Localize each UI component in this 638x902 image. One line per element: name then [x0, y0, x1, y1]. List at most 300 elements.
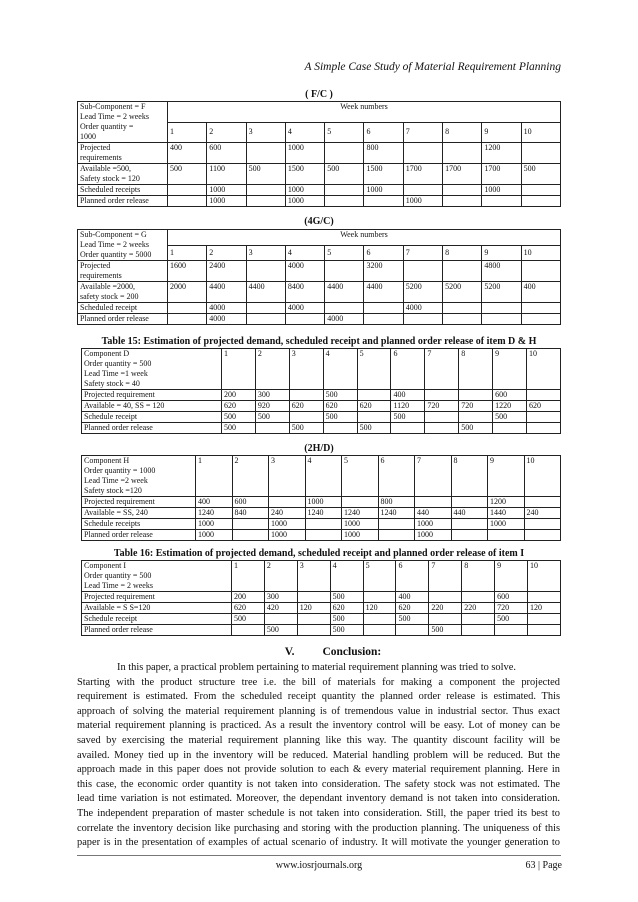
row-label: Planned order release — [78, 314, 168, 325]
week-number: 7 — [403, 122, 442, 143]
table-cell: 1700 — [443, 164, 482, 185]
week-number: 2 — [255, 349, 289, 390]
table-cell — [246, 261, 285, 282]
table-cell: 1000 — [207, 185, 246, 196]
table-cell: 500 — [222, 423, 256, 434]
table-cell: 800 — [364, 143, 403, 164]
table-cell — [364, 303, 403, 314]
table-header-row — [82, 456, 561, 497]
table-cell: 600 — [495, 592, 528, 603]
table-cell: 620 — [323, 401, 357, 412]
table-cell — [403, 261, 442, 282]
week-number: 7 — [429, 561, 462, 592]
week-number: 7 — [425, 349, 459, 390]
table-row — [78, 314, 561, 325]
table-cell — [403, 185, 442, 196]
table-d — [81, 348, 561, 434]
paragraph-line: material requirement planning is practiced. As a result the inventory control will be easy. Lot of money can be — [77, 720, 560, 732]
table-cell — [429, 614, 462, 625]
table-cell: 500 — [495, 614, 528, 625]
table-cell: 500 — [323, 390, 357, 401]
table-cell: 1000 — [415, 530, 452, 541]
table-header-cell: Component D Order quantity = 500 Lead Time =1 week Safety stock = 40 — [82, 349, 222, 390]
table-cell — [482, 303, 521, 314]
week-numbers-label: Week numbers — [168, 102, 561, 123]
table-h-heading: (2H/D) — [304, 443, 334, 454]
table-cell: 5200 — [403, 282, 442, 303]
week-number: 6 — [396, 561, 429, 592]
table-cell — [269, 497, 306, 508]
week-number: 2 — [232, 456, 269, 497]
table-cell — [323, 423, 357, 434]
table-cell — [264, 614, 297, 625]
table-cell: 1240 — [342, 508, 379, 519]
paragraph-line: requirement is estimated. From the scheduled receipt quantity the planned order release is estimated. This — [77, 691, 560, 703]
week-number: 6 — [364, 245, 403, 261]
row-label: Schedule receipt — [82, 614, 232, 625]
table-cell: 600 — [207, 143, 246, 164]
table-cell: 620 — [357, 401, 391, 412]
table-cell: 620 — [330, 603, 363, 614]
table-cell: 1200 — [482, 143, 521, 164]
table-cell — [325, 196, 364, 207]
table-row — [78, 143, 561, 164]
table-cell: 1000 — [196, 519, 233, 530]
table-header-cell: Sub-Component = G Lead Time = 2 weeks Order quantity = 5000 — [78, 230, 168, 261]
table-cell: 620 — [527, 401, 561, 412]
section-title — [0, 646, 638, 658]
table-row — [82, 401, 561, 412]
table-cell: 4400 — [325, 282, 364, 303]
table-cell — [482, 314, 521, 325]
table-cell — [462, 592, 495, 603]
table-row — [82, 603, 561, 614]
week-number: 4 — [323, 349, 357, 390]
table-cell: 1000 — [342, 530, 379, 541]
table-cell: 500 — [357, 423, 391, 434]
table-cell — [364, 196, 403, 207]
table-cell — [425, 412, 459, 423]
table-cell: 620 — [289, 401, 323, 412]
week-number: 7 — [403, 245, 442, 261]
table-cell: 1700 — [482, 164, 521, 185]
week-number: 5 — [342, 456, 379, 497]
week-numbers-label: Week numbers — [168, 230, 561, 246]
table-row — [82, 625, 561, 636]
week-number: 4 — [285, 245, 324, 261]
table-cell — [325, 303, 364, 314]
table-cell: 400 — [391, 390, 425, 401]
row-label: Planned order release — [82, 625, 232, 636]
row-label: Scheduled receipt — [78, 303, 168, 314]
table-header-cell: Sub-Component = F Lead Time = 2 weeks Order quantity = 1000 — [78, 102, 168, 143]
week-number: 7 — [415, 456, 452, 497]
table-cell — [425, 423, 459, 434]
table-cell: 400 — [168, 143, 207, 164]
row-label: Available =500, Safety stock = 120 — [78, 164, 168, 185]
section-number: V. — [284, 646, 295, 658]
table-cell: 720 — [425, 401, 459, 412]
table-cell: 500 — [396, 614, 429, 625]
week-number: 2 — [207, 122, 246, 143]
table-header-row — [82, 561, 561, 592]
week-number: 5 — [357, 349, 391, 390]
row-label: Scheduled receipts — [78, 185, 168, 196]
week-number: 3 — [246, 122, 285, 143]
table-cell: 500 — [330, 592, 363, 603]
week-number: 3 — [246, 245, 285, 261]
week-number: 3 — [269, 456, 306, 497]
table-header-row — [78, 102, 561, 123]
table-header-row — [82, 349, 561, 390]
table-cell: 400 — [196, 497, 233, 508]
week-number: 1 — [232, 561, 265, 592]
table-cell: 5200 — [443, 282, 482, 303]
table-cell — [364, 314, 403, 325]
table-header-cell: Component H Order quantity = 1000 Lead Time =2 week Safety stock =120 — [82, 456, 196, 497]
table-cell: 920 — [255, 401, 289, 412]
footer-url: www.iosrjournals.org — [275, 860, 363, 871]
row-label: Planned order release — [82, 530, 196, 541]
table-cell: 2400 — [207, 261, 246, 282]
table-16-heading: Table 16: Estimation of projected demand, scheduled receipt and planned order release of item I — [113, 548, 525, 559]
table-cell — [429, 592, 462, 603]
row-label: Projected requirement — [82, 390, 222, 401]
table-row — [82, 530, 561, 541]
table-cell: 4000 — [207, 314, 246, 325]
table-cell: 1000 — [364, 185, 403, 196]
table-cell — [342, 497, 379, 508]
table-cell — [425, 390, 459, 401]
table-cell: 400 — [396, 592, 429, 603]
table-cell: 4800 — [482, 261, 521, 282]
table-cell — [521, 314, 560, 325]
table-cell: 620 — [232, 603, 265, 614]
table-cell: 500 — [246, 164, 285, 185]
table-cell: 600 — [493, 390, 527, 401]
row-label: Available = 40, SS = 120 — [82, 401, 222, 412]
table-cell — [285, 314, 324, 325]
week-number: 4 — [330, 561, 363, 592]
table-cell: 500 — [330, 614, 363, 625]
table-cell: 1000 — [305, 497, 342, 508]
table-cell: 1240 — [305, 508, 342, 519]
table-cell: 1000 — [415, 519, 452, 530]
table-cell — [443, 261, 482, 282]
week-number: 1 — [168, 122, 207, 143]
table-cell — [246, 143, 285, 164]
table-cell: 840 — [232, 508, 269, 519]
table-cell — [528, 625, 561, 636]
table-row — [82, 508, 561, 519]
table-cell: 500 — [521, 164, 560, 185]
table-cell: 500 — [325, 164, 364, 185]
table-cell — [524, 497, 561, 508]
week-number: 1 — [222, 349, 256, 390]
table-cell: 220 — [462, 603, 495, 614]
table-cell: 120 — [528, 603, 561, 614]
table-cell: 4000 — [403, 303, 442, 314]
table-cell: 1000 — [285, 143, 324, 164]
table-cell: 300 — [255, 390, 289, 401]
table-cell — [462, 625, 495, 636]
row-label: Projected requirement — [82, 592, 232, 603]
table-cell: 620 — [396, 603, 429, 614]
table-cell: 800 — [378, 497, 415, 508]
table-cell: 4000 — [285, 261, 324, 282]
table-row — [82, 412, 561, 423]
table-cell — [443, 196, 482, 207]
table-cell — [232, 530, 269, 541]
row-label: Available =2000, safety stock = 200 — [78, 282, 168, 303]
table-cell — [495, 625, 528, 636]
table-cell: 720 — [495, 603, 528, 614]
row-label: Projected requirements — [78, 261, 168, 282]
table-cell — [459, 390, 493, 401]
table-cell — [297, 614, 330, 625]
table-cell — [325, 261, 364, 282]
table-cell — [396, 625, 429, 636]
table-cell: 1000 — [488, 519, 525, 530]
footer-page-number: 63 | Page — [525, 860, 562, 871]
table-cell — [357, 390, 391, 401]
table-cell: 440 — [415, 508, 452, 519]
table-h — [81, 455, 561, 541]
week-number: 2 — [207, 245, 246, 261]
table-cell: 4400 — [364, 282, 403, 303]
paragraph-line: approach of solving the material requirement planning is of tremendous value in industrial sector. Thus exact — [77, 705, 560, 717]
week-number: 9 — [488, 456, 525, 497]
table-fc-heading: ( F/C ) — [305, 89, 333, 100]
table-cell: 1220 — [493, 401, 527, 412]
table-cell: 1000 — [207, 196, 246, 207]
conclusion-paragraph — [77, 661, 560, 851]
table-cell: 1200 — [488, 497, 525, 508]
table-cell: 1500 — [285, 164, 324, 185]
table-row — [78, 196, 561, 207]
table-cell — [403, 314, 442, 325]
table-cell: 500 — [391, 412, 425, 423]
week-number: 5 — [325, 122, 364, 143]
table-cell: 400 — [521, 282, 560, 303]
table-cell — [451, 519, 488, 530]
table-cell — [443, 303, 482, 314]
table-cell — [527, 412, 561, 423]
table-cell: 1240 — [196, 508, 233, 519]
table-row — [78, 164, 561, 185]
table-row — [78, 303, 561, 314]
table-cell: 600 — [232, 497, 269, 508]
paragraph-line: The independent preparation of master schedule is not taken into consideration. Still, the paper tried its best to — [77, 807, 560, 819]
week-number: 6 — [378, 456, 415, 497]
paragraph-line: this case, the economic order quantity is not taken into consideration. The safety stock was not estimated. The — [77, 778, 560, 790]
table-cell — [524, 530, 561, 541]
table-cell: 240 — [524, 508, 561, 519]
table-cell: 500 — [168, 164, 207, 185]
table-cell — [521, 196, 560, 207]
table-cell: 200 — [222, 390, 256, 401]
week-number: 10 — [527, 349, 561, 390]
row-label: Schedule receipts — [82, 519, 196, 530]
table-cell: 1000 — [285, 185, 324, 196]
table-row — [82, 423, 561, 434]
table-cell: 1440 — [488, 508, 525, 519]
table-cell: 1000 — [482, 185, 521, 196]
paragraph-line: saved by exercising the material requirement planning like this way. The quantity discount facility will be — [77, 734, 560, 746]
table-row — [78, 185, 561, 196]
table-cell: 500 — [289, 423, 323, 434]
table-g-heading: (4G/C) — [304, 216, 334, 227]
table-cell: 500 — [330, 625, 363, 636]
table-header-row — [78, 230, 561, 246]
week-number: 9 — [495, 561, 528, 592]
table-cell — [528, 592, 561, 603]
table-cell — [521, 303, 560, 314]
paragraph-line: paper is in the presentation of examples of actual scenario of industry. It will motivate the younger generation to — [77, 837, 560, 849]
week-number: 10 — [524, 456, 561, 497]
week-number: 8 — [451, 456, 488, 497]
week-number: 5 — [363, 561, 396, 592]
table-cell — [357, 412, 391, 423]
table-row — [82, 519, 561, 530]
table-cell: 1240 — [378, 508, 415, 519]
row-label: Projected requirements — [78, 143, 168, 164]
section-heading: Conclusion: — [322, 646, 382, 658]
table-cell: 500 — [232, 614, 265, 625]
table-cell: 1700 — [403, 164, 442, 185]
table-cell — [443, 314, 482, 325]
table-cell — [482, 196, 521, 207]
table-cell — [289, 412, 323, 423]
table-cell: 1000 — [269, 519, 306, 530]
table-cell: 120 — [297, 603, 330, 614]
table-cell — [297, 625, 330, 636]
table-cell — [391, 423, 425, 434]
table-cell: 420 — [264, 603, 297, 614]
table-cell — [325, 185, 364, 196]
week-number: 1 — [196, 456, 233, 497]
table-cell: 1000 — [196, 530, 233, 541]
table-cell: 220 — [429, 603, 462, 614]
row-label: Available = S S=120 — [82, 603, 232, 614]
footer-rule — [77, 855, 561, 856]
table-cell — [289, 390, 323, 401]
table-cell: 500 — [459, 423, 493, 434]
table-cell: 1500 — [364, 164, 403, 185]
week-number: 8 — [459, 349, 493, 390]
table-cell: 1100 — [207, 164, 246, 185]
week-number: 10 — [521, 122, 560, 143]
table-cell: 4400 — [246, 282, 285, 303]
table-cell — [528, 614, 561, 625]
table-cell — [493, 423, 527, 434]
table-cell — [521, 143, 560, 164]
table-cell — [363, 592, 396, 603]
table-cell — [305, 530, 342, 541]
table-row — [82, 497, 561, 508]
table-cell: 200 — [232, 592, 265, 603]
table-cell: 1000 — [403, 196, 442, 207]
paragraph-line: In this paper, a practical problem pertaining to material requirement planning was tried to solve. — [117, 662, 516, 673]
table-cell: 440 — [451, 508, 488, 519]
week-number: 4 — [285, 122, 324, 143]
table-cell — [403, 143, 442, 164]
table-cell: 3200 — [364, 261, 403, 282]
table-15-heading: Table 15: Estimation of projected demand, scheduled receipt and planned order release of item D & H — [101, 336, 537, 347]
table-cell: 300 — [264, 592, 297, 603]
table-cell: 500 — [255, 412, 289, 423]
week-number: 5 — [325, 245, 364, 261]
week-number: 8 — [443, 122, 482, 143]
row-label: Projected requirement — [82, 497, 196, 508]
table-cell — [462, 614, 495, 625]
week-number: 6 — [391, 349, 425, 390]
table-cell: 2000 — [168, 282, 207, 303]
week-number: 6 — [364, 122, 403, 143]
table-cell — [168, 196, 207, 207]
table-fc — [77, 101, 561, 207]
week-number: 9 — [493, 349, 527, 390]
paragraph-line: availed. Money tied up in the inventory will be reduced. Material handling problem will be reduced. But the — [77, 749, 560, 761]
week-number: 8 — [462, 561, 495, 592]
table-cell — [363, 625, 396, 636]
table-cell — [232, 519, 269, 530]
table-cell: 240 — [269, 508, 306, 519]
table-cell: 4400 — [207, 282, 246, 303]
table-row — [82, 592, 561, 603]
table-i — [81, 560, 561, 636]
table-row — [82, 614, 561, 625]
table-cell — [246, 314, 285, 325]
table-cell — [451, 497, 488, 508]
table-cell: 4000 — [325, 314, 364, 325]
table-cell: 720 — [459, 401, 493, 412]
table-cell: 1000 — [269, 530, 306, 541]
paragraph-line: Starting with the product structure tree i.e. the bill of materials for making a component the projected — [77, 676, 560, 688]
week-number: 9 — [482, 245, 521, 261]
table-cell: 8400 — [285, 282, 324, 303]
table-row — [78, 261, 561, 282]
table-cell — [521, 185, 560, 196]
table-cell: 1000 — [285, 196, 324, 207]
table-cell — [378, 530, 415, 541]
table-cell — [378, 519, 415, 530]
table-cell: 620 — [222, 401, 256, 412]
table-row — [78, 282, 561, 303]
table-cell — [168, 303, 207, 314]
table-cell: 4000 — [285, 303, 324, 314]
week-number: 9 — [482, 122, 521, 143]
table-cell: 500 — [264, 625, 297, 636]
table-cell — [168, 314, 207, 325]
table-header-cell: Component I Order quantity = 500 Lead Time = 2 weeks — [82, 561, 232, 592]
table-cell — [246, 303, 285, 314]
table-row — [82, 390, 561, 401]
week-number: 10 — [528, 561, 561, 592]
table-cell — [451, 530, 488, 541]
table-cell: 500 — [222, 412, 256, 423]
paragraph-line: correlate the inventory decision like purchasing and storing with the production planning. The uniqueness of this — [77, 822, 560, 834]
table-cell — [325, 143, 364, 164]
table-g — [77, 229, 561, 325]
table-cell — [459, 412, 493, 423]
week-number: 1 — [168, 245, 207, 261]
table-cell — [443, 185, 482, 196]
table-cell — [305, 519, 342, 530]
table-cell: 5200 — [482, 282, 521, 303]
table-cell: 4000 — [207, 303, 246, 314]
table-cell — [246, 196, 285, 207]
